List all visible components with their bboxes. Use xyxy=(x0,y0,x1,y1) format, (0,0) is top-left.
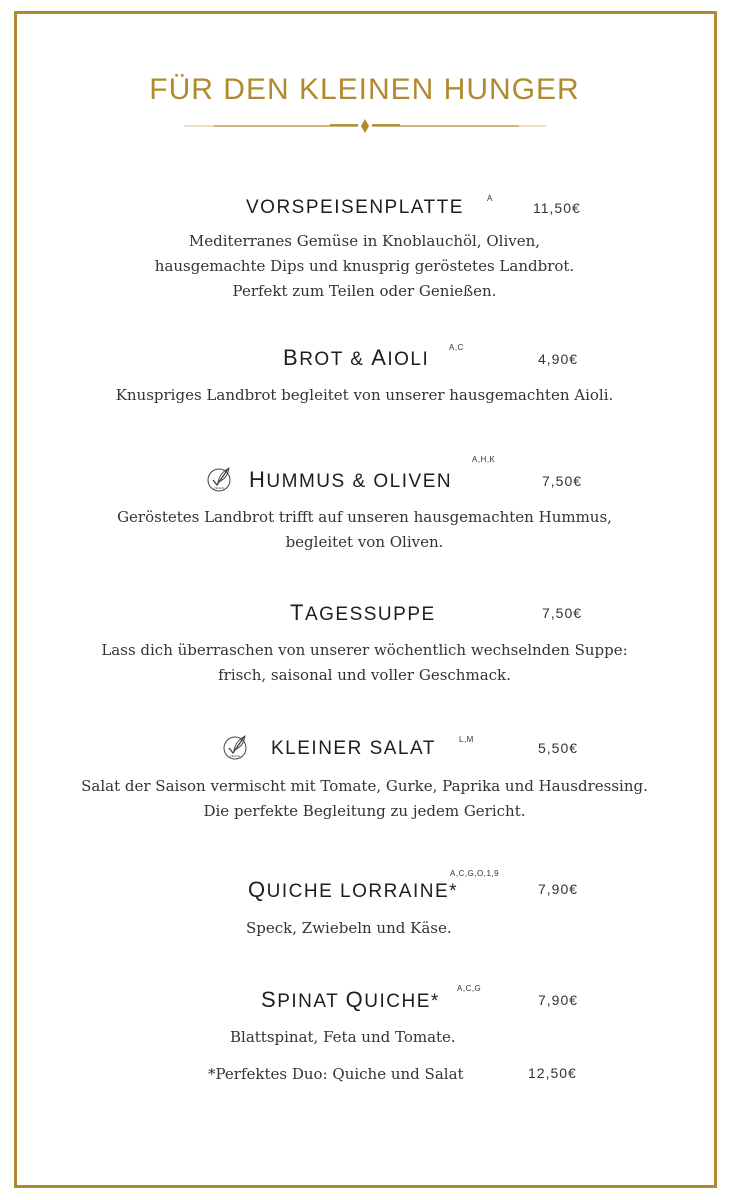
dish-name: KLEINER SALAT xyxy=(271,738,436,759)
dish-description xyxy=(0,774,729,824)
dish-description xyxy=(0,229,729,304)
allergen-codes: A xyxy=(487,194,493,203)
svg-text:VEGAN: VEGAN xyxy=(213,486,225,490)
dish-description: Blattspinat, Feta und Tomate. xyxy=(230,1028,456,1046)
allergen-codes: L,M xyxy=(459,735,474,744)
description-line: Perfekt zum Teilen oder Genießen. xyxy=(232,282,497,300)
footnote-price: 12,50€ xyxy=(528,1065,577,1081)
dish-name: TAGESSUPPE xyxy=(290,600,436,625)
dish-price: 5,50€ xyxy=(538,740,579,756)
allergen-codes: A,C,G,O,1,9 xyxy=(450,869,500,878)
description-line: Knuspriges Landbrot begleitet von unserer hausgemachten Aioli. xyxy=(115,386,614,404)
dish-price: 4,90€ xyxy=(538,351,579,367)
dish-name: QUICHE LORRAINE* xyxy=(248,877,459,902)
dish-description: Speck, Zwiebeln und Käse. xyxy=(246,919,452,937)
dish-price: 7,90€ xyxy=(538,881,579,897)
dish-name: SPINAT QUICHE* xyxy=(261,987,440,1012)
description-line: Die perfekte Begleitung zu jedem Gericht. xyxy=(203,802,526,820)
dish-name: HUMMUS & OLIVEN xyxy=(249,467,453,492)
vegan-icon xyxy=(222,733,250,761)
dish-description xyxy=(0,505,729,555)
description-line: Lass dich überraschen von unserer wöchentlich wechselnden Suppe: xyxy=(101,641,628,659)
description-line: frisch, saisonal und voller Geschmack. xyxy=(218,666,511,684)
page-title: FÜR DEN KLEINEN HUNGER xyxy=(149,73,580,106)
dish-price: 7,50€ xyxy=(542,605,583,621)
description-line: Mediterranes Gemüse in Knoblauchöl, Oliven, xyxy=(188,232,541,250)
description-line: begleitet von Oliven. xyxy=(285,533,444,551)
allergen-codes: A,C xyxy=(449,343,464,352)
dish-price: 7,50€ xyxy=(542,473,583,489)
dish-price: 11,50€ xyxy=(533,200,581,216)
dish-price: 7,90€ xyxy=(538,992,579,1008)
dish-description xyxy=(0,383,729,408)
description-line: Salat der Saison vermischt mit Tomate, Gurke, Paprika und Hausdressing. xyxy=(81,777,648,795)
ornamental-divider xyxy=(184,118,546,134)
svg-text:VEGAN: VEGAN xyxy=(229,754,241,758)
vegan-icon xyxy=(206,465,234,493)
description-line: hausgemachte Dips und knusprig geröstetes Landbrot. xyxy=(154,257,575,275)
dish-name: VORSPEISENPLATTE xyxy=(246,197,464,218)
footnote-text: *Perfektes Duo: Quiche und Salat xyxy=(208,1065,464,1083)
dish-name: BROT & AIOLI xyxy=(283,345,430,370)
allergen-codes: A,H,K xyxy=(472,455,496,464)
dish-description xyxy=(0,638,729,688)
allergen-codes: A,C,G xyxy=(457,984,482,993)
diamond-icon xyxy=(361,119,369,133)
description-line: Geröstetes Landbrot trifft auf unseren hausgemachten Hummus, xyxy=(117,508,612,526)
